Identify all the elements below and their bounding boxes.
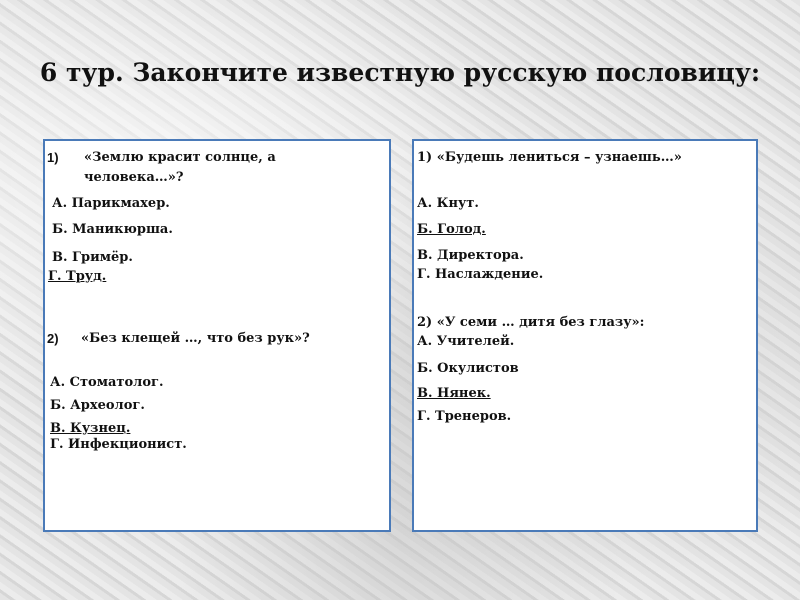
question-3-text: 1) «Будешь лениться – узнаешь…»: [417, 150, 682, 165]
question-4-text: 2) «У семи … дитя без глазу»:: [417, 315, 645, 330]
question-1-text-line2: человека…»?: [84, 170, 184, 185]
question-2-number: 2): [47, 331, 59, 346]
question-2-option-d: Г. Инфекционист.: [50, 437, 187, 452]
question-4-option-d: Г. Тренеров.: [417, 409, 512, 424]
question-3-option-d: Г. Наслаждение.: [417, 267, 544, 282]
question-1-text-line1: «Землю красит солнце, а: [84, 150, 276, 165]
question-1-option-a: А. Парикмахер.: [52, 196, 170, 211]
question-3-option-a: А. Кнут.: [417, 196, 479, 211]
question-2-text: «Без клещей …, что без рук»?: [81, 331, 310, 346]
question-3-option-b-correct: Б. Голод.: [417, 222, 486, 237]
question-1-option-b: Б. Маникюрша.: [52, 222, 173, 237]
question-2-option-a: А. Стоматолог.: [50, 375, 164, 390]
question-1-option-d-correct: Г. Труд.: [48, 269, 107, 284]
right-question-panel: [412, 139, 758, 532]
question-2-option-b: Б. Археолог.: [50, 398, 145, 413]
question-1-number: 1): [47, 150, 59, 165]
question-3-option-c: В. Директора.: [417, 248, 524, 263]
question-4-option-b: Б. Окулистов: [417, 361, 519, 376]
question-2-option-c-correct: В. Кузнец.: [50, 421, 131, 436]
question-1-option-c: В. Гримёр.: [52, 250, 133, 265]
question-4-option-a: А. Учителей.: [417, 334, 515, 349]
slide-title: 6 тур. Закончите известную русскую пословицу:: [39, 58, 761, 87]
question-4-option-c-correct: В. Нянек.: [417, 386, 491, 401]
left-question-panel: [43, 139, 391, 532]
